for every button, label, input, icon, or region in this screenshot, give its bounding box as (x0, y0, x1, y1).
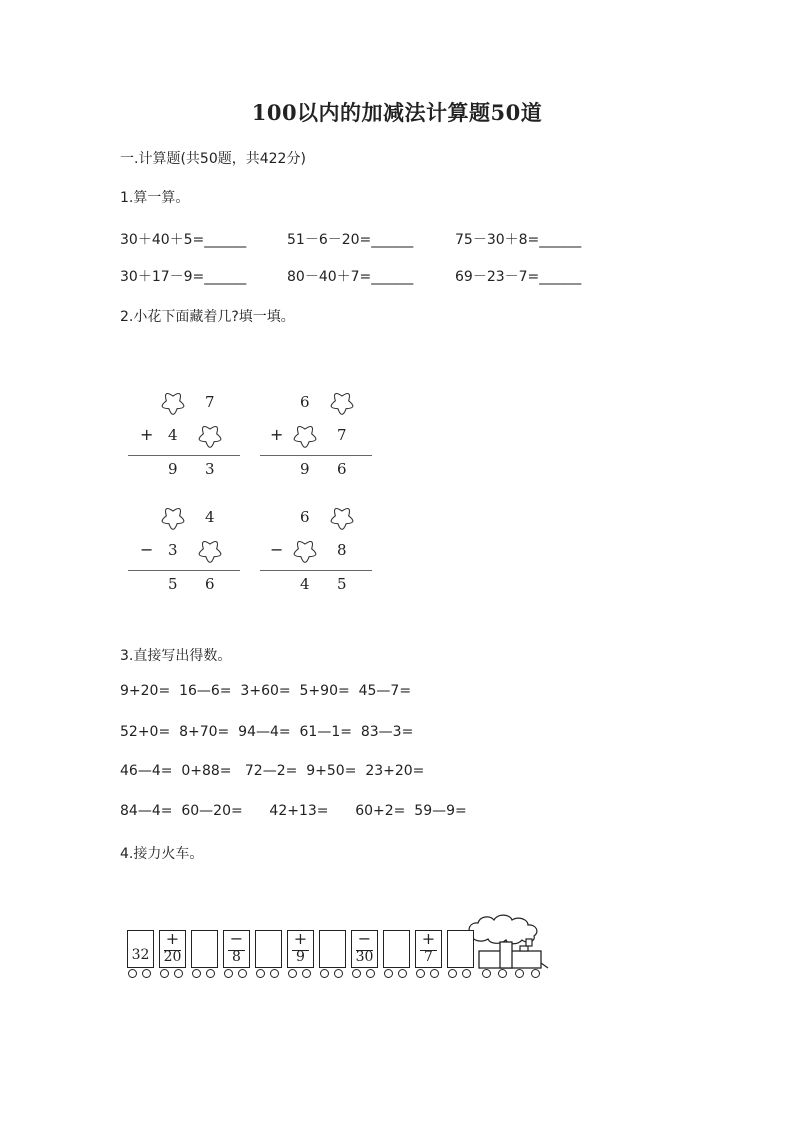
puzzle-digit: 6 (205, 575, 215, 593)
sum-line (128, 455, 240, 456)
puzzle-digit: 6 (300, 393, 310, 411)
q3-row: 52+0= 8+70= 94—4= 61—1= 83—3= (120, 724, 414, 740)
puzzle-digit: 3 (205, 460, 215, 478)
puzzle-digit: 3 (168, 541, 178, 559)
q1-heading: 1.算一算。 (120, 190, 190, 206)
q1-expression: 69－23－7=______ (455, 269, 582, 285)
operator-sign: + (421, 929, 436, 948)
operator-sign: − (229, 929, 244, 948)
wheel-icon (270, 969, 279, 978)
answer-car[interactable] (447, 930, 474, 968)
wheel-icon (416, 969, 425, 978)
wheel-icon (334, 969, 343, 978)
flower-puzzle (128, 385, 248, 485)
wheel-icon (430, 969, 439, 978)
train-car (415, 930, 442, 968)
q1-expression: 51－6－20=______ (287, 232, 414, 248)
operator-sign: + (293, 929, 308, 948)
operand-number: 8 (232, 949, 241, 965)
q4-heading: 4.接力火车。 (120, 846, 204, 862)
wheel-icon (206, 969, 215, 978)
flower-puzzle (128, 500, 248, 600)
wheel-icon (366, 969, 375, 978)
q3-row: 46—4= 0+88= 72—2= 9+50= 23+20= (120, 763, 425, 779)
operator-sign: + (165, 929, 180, 948)
flower-icon (193, 419, 227, 453)
wheel-icon (515, 969, 524, 978)
puzzle-digit: 4 (300, 575, 310, 593)
wheel-icon (238, 969, 247, 978)
wheel-icon (320, 969, 329, 978)
train-car (159, 930, 186, 968)
wheel-icon (224, 969, 233, 978)
relay-train (124, 908, 554, 983)
puzzle-digit: 4 (168, 426, 178, 444)
flower-puzzle (260, 385, 380, 485)
answer-car[interactable] (191, 930, 218, 968)
answer-car[interactable] (255, 930, 282, 968)
wheel-icon (462, 969, 471, 978)
wheel-icon (128, 969, 137, 978)
puzzle-digit: 4 (205, 508, 215, 526)
operand-number: 9 (296, 949, 305, 965)
answer-car[interactable] (383, 930, 410, 968)
train-car (127, 930, 154, 968)
q3-heading: 3.直接写出得数。 (120, 648, 232, 664)
sum-line (260, 455, 372, 456)
q1-expression: 80－40＋7=______ (287, 269, 414, 285)
flower-icon (325, 386, 359, 420)
train-car (287, 930, 314, 968)
wheel-icon (142, 969, 151, 978)
section-heading: 一.计算题(共50题，共422分) (120, 151, 306, 167)
flower-icon (156, 386, 190, 420)
q1-expression: 75－30＋8=______ (455, 232, 582, 248)
puzzle-digit: 6 (300, 508, 310, 526)
wheel-icon (531, 969, 540, 978)
puzzle-digit: 5 (168, 575, 178, 593)
operand-number: 30 (355, 949, 374, 965)
plus-sign: + (270, 425, 284, 444)
wheel-icon (482, 969, 491, 978)
minus-sign: − (140, 540, 154, 559)
sum-line (128, 570, 240, 571)
puzzle-digit: 9 (300, 460, 310, 478)
flower-icon (325, 501, 359, 535)
operand-number: 20 (163, 949, 182, 965)
q3-row: 9+20= 16—6= 3+60= 5+90= 45—7= (120, 683, 412, 699)
puzzle-digit: 9 (168, 460, 178, 478)
wheel-icon (398, 969, 407, 978)
q1-expression: 30＋40＋5=______ (120, 232, 247, 248)
puzzle-digit: 7 (205, 393, 215, 411)
wheel-icon (192, 969, 201, 978)
sum-line (260, 570, 372, 571)
wheel-icon (174, 969, 183, 978)
train-car (223, 930, 250, 968)
puzzle-digit: 5 (337, 575, 347, 593)
wheel-icon (352, 969, 361, 978)
wheel-icon (160, 969, 169, 978)
puzzle-digit: 7 (337, 426, 347, 444)
operator-sign: − (357, 929, 372, 948)
q2-heading: 2.小花下面藏着几?填一填。 (120, 309, 295, 325)
flower-icon (193, 534, 227, 568)
operand-number: 7 (424, 949, 433, 965)
answer-car[interactable] (319, 930, 346, 968)
wheel-icon (256, 969, 265, 978)
wheel-icon (288, 969, 297, 978)
wheel-icon (498, 969, 507, 978)
puzzle-digit: 8 (337, 541, 347, 559)
start-number: 32 (131, 947, 150, 963)
q3-row: 84—4= 60—20= 42+13= 60+2= 59—9= (120, 803, 467, 819)
minus-sign: − (270, 540, 284, 559)
page-title: 100以内的加减法计算题50道 (251, 100, 543, 125)
puzzle-digit: 6 (337, 460, 347, 478)
wheel-icon (384, 969, 393, 978)
flower-icon (288, 534, 322, 568)
wheel-icon (448, 969, 457, 978)
flower-icon (288, 419, 322, 453)
flower-icon (156, 501, 190, 535)
plus-sign: + (140, 425, 154, 444)
wheel-icon (302, 969, 311, 978)
train-car (351, 930, 378, 968)
flower-puzzle (260, 500, 380, 600)
q1-expression: 30＋17－9=______ (120, 269, 247, 285)
